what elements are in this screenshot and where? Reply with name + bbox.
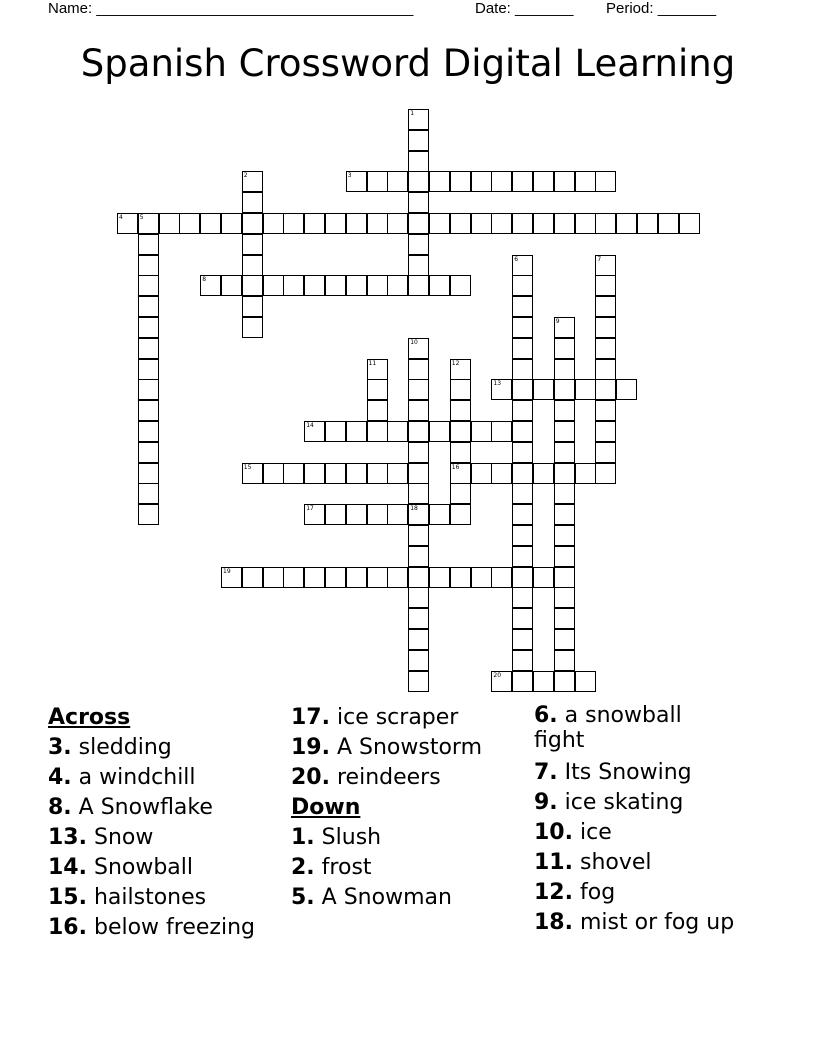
grid-cell[interactable] <box>491 213 512 234</box>
grid-cell[interactable] <box>450 275 471 296</box>
grid-cell[interactable] <box>138 359 159 380</box>
across-clue: 19. A Snowstorm <box>291 735 483 760</box>
grid-cell[interactable] <box>512 275 533 296</box>
grid-cell[interactable] <box>512 379 533 400</box>
grid-cell[interactable] <box>595 296 616 317</box>
across-clue: 13. Snow <box>48 825 154 850</box>
grid-cell[interactable] <box>408 421 429 442</box>
grid-cell[interactable] <box>512 213 533 234</box>
grid-cell[interactable] <box>554 608 575 629</box>
grid-cell[interactable] <box>450 379 471 400</box>
grid-cell[interactable] <box>283 213 304 234</box>
grid-cell[interactable] <box>367 171 388 192</box>
grid-cell[interactable] <box>512 317 533 338</box>
grid-cell[interactable] <box>554 421 575 442</box>
clue-column-3 <box>534 703 734 938</box>
grid-cell[interactable] <box>595 275 616 296</box>
grid-cell[interactable] <box>512 421 533 442</box>
grid-cell[interactable] <box>179 213 200 234</box>
clue-number-label: 9 <box>555 318 560 325</box>
grid-cell[interactable] <box>242 317 263 338</box>
grid-cell[interactable] <box>221 213 242 234</box>
down-clue: 6. a snowball fight <box>534 703 682 753</box>
grid-cell[interactable] <box>637 213 658 234</box>
grid-cell[interactable] <box>346 463 367 484</box>
grid-cell[interactable] <box>367 400 388 421</box>
grid-cell[interactable] <box>491 567 512 588</box>
grid-cell[interactable] <box>679 213 700 234</box>
grid-cell[interactable] <box>408 671 429 692</box>
grid-cell[interactable] <box>408 130 429 151</box>
grid-cell[interactable] <box>325 275 346 296</box>
grid-cell[interactable] <box>533 463 554 484</box>
clue-number-label: 11 <box>368 359 377 367</box>
across-clue: 20. reindeers <box>291 765 441 790</box>
grid-cell[interactable] <box>138 379 159 400</box>
grid-cell[interactable] <box>554 400 575 421</box>
grid-cell[interactable] <box>512 442 533 463</box>
clue-number-label: 10 <box>410 338 418 346</box>
grid-cell[interactable] <box>429 171 450 192</box>
grid-cell[interactable] <box>408 608 429 629</box>
grid-cell[interactable] <box>512 359 533 380</box>
grid-cell[interactable] <box>491 421 512 442</box>
grid-cell[interactable] <box>367 213 388 234</box>
across-clue: 16. below freezing <box>48 915 255 940</box>
down-clue: 2. frost <box>291 855 372 880</box>
grid-cell[interactable] <box>512 338 533 359</box>
grid-cell[interactable] <box>138 296 159 317</box>
grid-cell[interactable] <box>512 546 533 567</box>
grid-cell[interactable] <box>491 171 512 192</box>
grid-cell[interactable] <box>575 671 596 692</box>
grid-cell[interactable] <box>512 587 533 608</box>
grid-cell[interactable] <box>367 421 388 442</box>
grid-cell[interactable] <box>554 587 575 608</box>
clue-number-label: 16 <box>451 463 460 471</box>
grid-cell[interactable] <box>533 567 554 588</box>
grid-cell[interactable] <box>408 359 429 380</box>
grid-cell[interactable] <box>346 421 367 442</box>
across-clue: 17. ice scraper <box>291 705 459 730</box>
grid-cell[interactable] <box>325 421 346 442</box>
grid-cell[interactable] <box>512 296 533 317</box>
grid-cell[interactable] <box>595 171 616 192</box>
grid-cell[interactable] <box>346 567 367 588</box>
grid-cell[interactable] <box>554 359 575 380</box>
grid-cell[interactable] <box>346 275 367 296</box>
grid-cell[interactable] <box>512 629 533 650</box>
grid-cell[interactable] <box>408 379 429 400</box>
grid-cell[interactable] <box>283 567 304 588</box>
grid-cell[interactable] <box>200 213 221 234</box>
clue-number-label: 7 <box>597 255 602 263</box>
grid-cell[interactable] <box>512 650 533 671</box>
grid-cell[interactable] <box>471 421 492 442</box>
grid-cell[interactable] <box>408 171 429 192</box>
date-field[interactable]: Date: _______ <box>475 0 574 17</box>
clue-number-label: 12 <box>451 359 460 367</box>
clue-number-label: 5 <box>139 214 144 221</box>
grid-cell[interactable] <box>367 504 388 525</box>
grid-cell[interactable] <box>408 650 429 671</box>
grid-cell[interactable] <box>408 151 429 172</box>
grid-cell[interactable] <box>450 213 471 234</box>
clue-number-label: 20 <box>493 671 502 679</box>
grid-cell[interactable] <box>283 275 304 296</box>
grid-cell[interactable] <box>346 504 367 525</box>
grid-cell[interactable] <box>263 463 284 484</box>
grid-cell[interactable] <box>408 483 429 504</box>
down-clue: 12. fog <box>534 880 616 905</box>
grid-cell[interactable] <box>450 504 471 525</box>
grid-cell[interactable] <box>408 192 429 213</box>
grid-cell[interactable] <box>387 171 408 192</box>
grid-cell[interactable] <box>408 587 429 608</box>
across-clue: 8. A Snowflake <box>48 795 213 820</box>
grid-cell[interactable] <box>138 275 159 296</box>
grid-cell[interactable] <box>138 421 159 442</box>
clue-number-label: 18 <box>410 505 418 513</box>
grid-cell[interactable] <box>512 171 533 192</box>
grid-cell[interactable] <box>325 567 346 588</box>
grid-cell[interactable] <box>512 567 533 588</box>
grid-cell[interactable] <box>554 546 575 567</box>
grid-cell[interactable] <box>658 213 679 234</box>
grid-cell[interactable] <box>533 171 554 192</box>
grid-cell[interactable] <box>304 213 325 234</box>
clue-number-label: 8 <box>202 276 207 284</box>
grid-cell[interactable] <box>408 400 429 421</box>
clue-number-label: 4 <box>119 214 123 221</box>
grid-cell[interactable] <box>408 234 429 255</box>
grid-cell[interactable] <box>512 463 533 484</box>
grid-cell[interactable] <box>408 442 429 463</box>
grid-cell[interactable] <box>429 213 450 234</box>
grid-cell[interactable] <box>325 213 346 234</box>
grid-cell[interactable] <box>450 567 471 588</box>
across-clue: 15. hailstones <box>48 885 207 910</box>
grid-cell[interactable] <box>491 463 512 484</box>
grid-cell[interactable] <box>367 567 388 588</box>
grid-cell[interactable] <box>512 671 533 692</box>
clue-column-2 <box>291 703 482 913</box>
grid-cell[interactable] <box>595 338 616 359</box>
grid-cell[interactable] <box>387 463 408 484</box>
grid-cell[interactable] <box>242 275 263 296</box>
clue-column-1 <box>48 703 255 943</box>
grid-cell[interactable] <box>138 483 159 504</box>
grid-cell[interactable] <box>387 504 408 525</box>
grid-cell[interactable] <box>159 213 180 234</box>
across-heading: Across <box>48 705 131 730</box>
grid-cell[interactable] <box>554 567 575 588</box>
grid-cell[interactable] <box>616 379 637 400</box>
grid-cell[interactable] <box>595 359 616 380</box>
grid-cell[interactable] <box>263 213 284 234</box>
grid-cell[interactable] <box>387 213 408 234</box>
clue-number-label: 15 <box>243 463 252 471</box>
grid-cell[interactable] <box>554 338 575 359</box>
grid-cell[interactable] <box>554 171 575 192</box>
grid-cell[interactable] <box>138 442 159 463</box>
grid-cell[interactable] <box>554 525 575 546</box>
grid-cell[interactable] <box>429 421 450 442</box>
grid-cell[interactable] <box>471 171 492 192</box>
grid-cell[interactable] <box>408 546 429 567</box>
grid-cell[interactable] <box>408 629 429 650</box>
down-clue: 11. shovel <box>534 850 652 875</box>
down-clue: 5. A Snowman <box>291 885 452 910</box>
grid-cell[interactable] <box>471 463 492 484</box>
grid-cell[interactable] <box>138 504 159 525</box>
grid-cell[interactable] <box>554 629 575 650</box>
grid-cell[interactable] <box>595 317 616 338</box>
grid-cell[interactable] <box>408 525 429 546</box>
grid-cell[interactable] <box>367 379 388 400</box>
clue-number-label: 6 <box>514 255 519 263</box>
grid-cell[interactable] <box>616 213 637 234</box>
grid-cell[interactable] <box>533 671 554 692</box>
grid-cell[interactable] <box>429 567 450 588</box>
grid-cell[interactable] <box>367 275 388 296</box>
grid-cell[interactable] <box>263 275 284 296</box>
grid-cell[interactable] <box>554 650 575 671</box>
grid-cell[interactable] <box>387 567 408 588</box>
grid-cell[interactable] <box>575 213 596 234</box>
period-field[interactable]: Period: _______ <box>606 0 717 17</box>
grid-cell[interactable] <box>554 504 575 525</box>
clue-number-label: 17 <box>306 505 314 513</box>
grid-cell[interactable] <box>512 483 533 504</box>
grid-cell[interactable] <box>595 463 616 484</box>
across-clue: 4. a windchill <box>48 765 196 790</box>
grid-cell[interactable] <box>554 379 575 400</box>
grid-cell[interactable] <box>387 275 408 296</box>
grid-cell[interactable] <box>533 379 554 400</box>
down-clue: 10. ice <box>534 820 612 845</box>
grid-cell[interactable] <box>595 442 616 463</box>
grid-cell[interactable] <box>346 213 367 234</box>
grid-cell[interactable] <box>450 400 471 421</box>
clue-number-label: 2 <box>243 172 248 180</box>
down-clue: 9. ice skating <box>534 790 684 815</box>
name-field[interactable]: Name: ______________________________________ <box>48 0 414 17</box>
down-clue: 18. mist or fog up <box>534 910 735 935</box>
grid-cell[interactable] <box>242 192 263 213</box>
grid-cell[interactable] <box>138 338 159 359</box>
grid-cell[interactable] <box>304 567 325 588</box>
grid-cell[interactable] <box>263 567 284 588</box>
grid-cell[interactable] <box>429 275 450 296</box>
grid-cell[interactable] <box>450 171 471 192</box>
grid-cell[interactable] <box>387 421 408 442</box>
grid-cell[interactable] <box>408 275 429 296</box>
grid-cell[interactable] <box>242 567 263 588</box>
grid-cell[interactable] <box>138 400 159 421</box>
down-clue: 7. Its Snowing <box>534 760 692 785</box>
grid-cell[interactable] <box>512 504 533 525</box>
across-clue: 3. sledding <box>48 735 172 760</box>
grid-cell[interactable] <box>408 567 429 588</box>
grid-cell[interactable] <box>595 213 616 234</box>
grid-cell[interactable] <box>450 421 471 442</box>
grid-cell[interactable] <box>429 504 450 525</box>
grid-cell[interactable] <box>595 421 616 442</box>
grid-cell[interactable] <box>408 213 429 234</box>
grid-cell[interactable] <box>138 255 159 276</box>
grid-cell[interactable] <box>138 317 159 338</box>
grid-cell[interactable] <box>471 567 492 588</box>
grid-cell[interactable] <box>408 463 429 484</box>
grid-cell[interactable] <box>575 463 596 484</box>
grid-cell[interactable] <box>138 234 159 255</box>
grid-cell[interactable] <box>471 213 492 234</box>
page-title: Spanish Crossword Digital Learning <box>80 42 736 85</box>
grid-cell[interactable] <box>325 463 346 484</box>
clue-number-label: 1 <box>410 110 415 117</box>
grid-cell[interactable] <box>554 463 575 484</box>
grid-cell[interactable] <box>242 234 263 255</box>
grid-cell[interactable] <box>242 255 263 276</box>
grid-cell[interactable] <box>283 463 304 484</box>
grid-cell[interactable] <box>554 671 575 692</box>
clue-number-label: 14 <box>306 422 314 429</box>
down-clue: 1. Slush <box>291 825 382 850</box>
grid-cell[interactable] <box>408 255 429 276</box>
down-heading: Down <box>291 795 361 820</box>
grid-cell[interactable] <box>575 379 596 400</box>
grid-cell[interactable] <box>367 463 388 484</box>
grid-cell[interactable] <box>595 400 616 421</box>
grid-cell[interactable] <box>450 483 471 504</box>
grid-cell[interactable] <box>554 442 575 463</box>
grid-cell[interactable] <box>554 483 575 504</box>
grid-cell[interactable] <box>533 213 554 234</box>
clue-number-label: 13 <box>493 380 502 388</box>
grid-cell[interactable] <box>242 296 263 317</box>
grid-cell[interactable] <box>554 213 575 234</box>
grid-cell[interactable] <box>242 213 263 234</box>
grid-cell[interactable] <box>512 608 533 629</box>
clue-number-label: 19 <box>223 567 231 575</box>
grid-cell[interactable] <box>512 525 533 546</box>
across-clue: 14. Snowball <box>48 855 194 880</box>
grid-cell[interactable] <box>450 442 471 463</box>
grid-cell[interactable] <box>575 171 596 192</box>
grid-cell[interactable] <box>512 400 533 421</box>
grid-cell[interactable] <box>138 463 159 484</box>
grid-cell[interactable] <box>304 275 325 296</box>
clue-number-label: 3 <box>347 172 352 180</box>
grid-cell[interactable] <box>325 504 346 525</box>
grid-cell[interactable] <box>221 275 242 296</box>
grid-cell[interactable] <box>595 379 616 400</box>
grid-cell[interactable] <box>304 463 325 484</box>
